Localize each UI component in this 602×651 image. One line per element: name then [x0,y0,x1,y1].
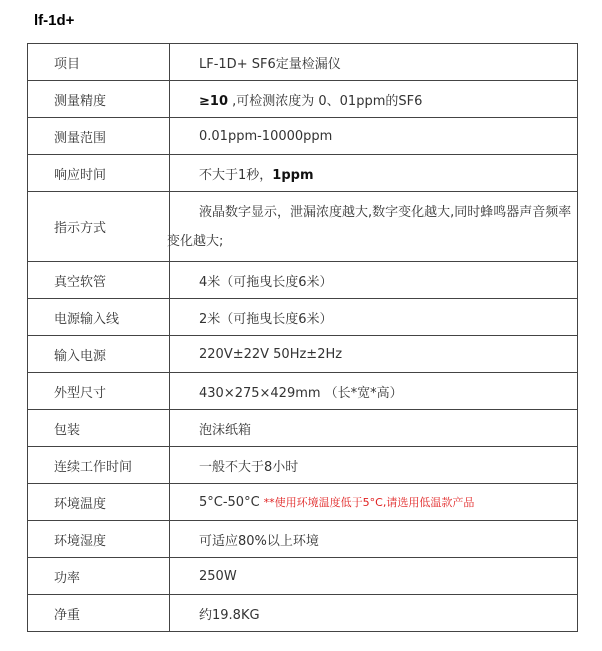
row-label-input-power: 输入电源 [28,336,170,373]
precision-text: ,可检测浓度为 0、01ppm的SF6 [227,93,423,109]
table-row [28,373,578,410]
row-value-item: LF-1D+ SF6定量检漏仪 [170,44,578,81]
row-value-work-time: 一般不大于8小时 [170,447,578,484]
response-text: 不大于1秒， [199,167,273,183]
table-row [28,410,578,447]
table-row [28,44,578,81]
row-value-packaging: 泡沫纸箱 [170,410,578,447]
table-row [28,595,578,632]
table-row [28,521,578,558]
row-label-power: 功率 [28,558,170,595]
row-label-work-time: 连续工作时间 [28,447,170,484]
document-title: lf-1d+ [34,12,75,29]
row-value-precision [170,81,578,118]
temperature-text: 5°C-50°C [199,495,260,510]
row-value-power-cord: 2米（可拖曳长度6米） [170,299,578,336]
row-label-humidity: 环境湿度 [28,521,170,558]
row-value-temperature [170,484,578,521]
row-value-humidity: 可适应80%以上环境 [170,521,578,558]
temperature-note: **使用环境温度低于5°C,请选用低温款产品 [263,496,475,509]
table-row [28,484,578,521]
row-value-power: 250W [170,558,578,595]
table-row [28,81,578,118]
row-label-weight: 净重 [28,595,170,632]
row-value-indication [167,192,578,262]
table-row [28,336,578,373]
row-label-packaging: 包装 [28,410,170,447]
row-label-power-cord: 电源输入线 [28,299,170,336]
indication-line-1: 液晶数字显示，泄漏浓度越大,数字变化越大,同时蜂鸣器声音频率 [199,204,572,220]
table-row [28,262,578,299]
row-value-response [170,155,578,192]
table-row [28,155,578,192]
row-label-response: 响应时间 [28,155,170,192]
table-row [28,558,578,595]
row-value-hose: 4米（可拖曳长度6米） [170,262,578,299]
spec-table [27,43,578,632]
table-row [28,192,578,262]
response-strong: 1ppm [272,167,314,183]
row-label-item: 项目 [28,44,170,81]
row-label-hose: 真空软管 [28,262,170,299]
row-label-range: 测量范围 [28,118,170,155]
precision-strong: ≥10 [199,93,228,109]
row-value-input-power: 220V±22V 50Hz±2Hz [170,336,578,373]
indication-line-2: 变化越大; [167,233,224,249]
table-row [28,299,578,336]
row-label-temperature: 环境温度 [28,484,170,521]
table-row [28,118,578,155]
table-row [28,447,578,484]
row-label-indication: 指示方式 [28,192,170,262]
row-value-weight: 约19.8KG [170,595,578,632]
row-value-dimensions: 430×275×429mm （长*宽*高） [170,373,578,410]
row-label-dimensions: 外型尺寸 [28,373,170,410]
row-value-range: 0.01ppm-10000ppm [170,118,578,155]
row-label-precision: 测量精度 [28,81,170,118]
